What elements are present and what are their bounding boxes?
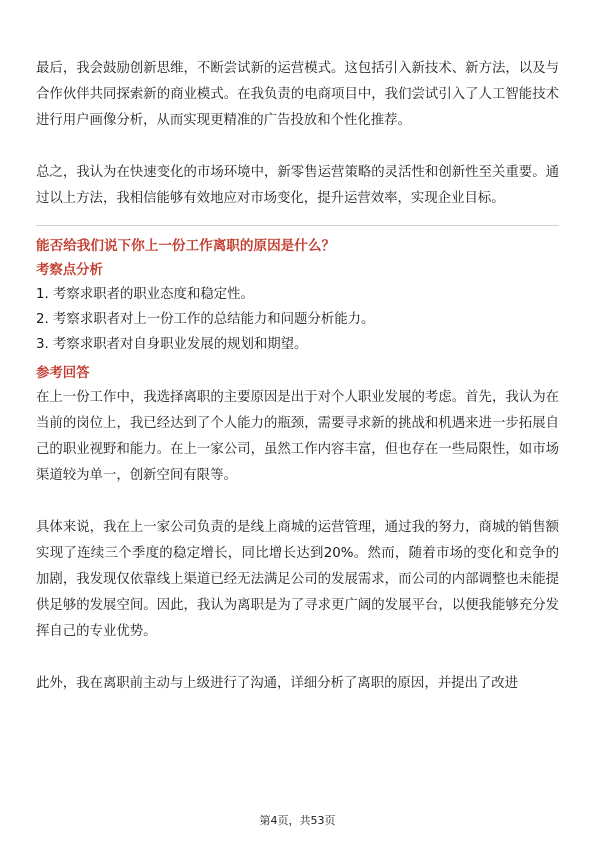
analysis-point: 2. 考察求职者对上一份工作的总结能力和问题分析能力。	[36, 312, 375, 327]
analysis-point: 3. 考察求职者对自身职业发展的规划和期望。	[36, 337, 308, 352]
section-divider	[36, 225, 559, 226]
answer-paragraph: 具体来说，我在上一家公司负责的是线上商城的运营管理，通过我的努力，商城的销售额实现了连续三个季度的稳定增长，同比增长达到20%。然而，随着市场的变化和竞争的加剧，我发现仅依靠线上渠道已经无法满足公司的发展需求，而公司的内部调整也未能提供足够的发展空间。因此，我认为离职是为了寻求更广阔的发展平台，以便我能够充分发挥自己的专业优势。	[36, 520, 559, 639]
analysis-point: 1. 考察求职者的职业态度和稳定性。	[36, 287, 254, 302]
paragraph-gap	[36, 645, 559, 671]
analysis-title: 考察点分析	[36, 263, 103, 278]
body-paragraph: 最后，我会鼓励创新思维，不断尝试新的运营模式。这包括引入新技术、新方法，以及与合作伙伴共同探索新的商业模式。在我负责的电商项目中，我们尝试引入了人工智能技术进行用户画像分析，从而实现更精准的广告投放和个性化推荐。	[36, 61, 559, 128]
document-page	[36, 56, 559, 697]
answer-paragraph: 此外，我在离职前主动与上级进行了沟通，详细分析了离职的原因，并提出了改进	[36, 676, 519, 691]
body-paragraph: 总之，我认为在快速变化的市场环境中，新零售运营策略的灵活性和创新性至关重要。通过以上方法，我相信能够有效地应对市场变化，提升运营效率，实现企业目标。	[36, 165, 559, 206]
answer-paragraph: 在上一份工作中，我选择离职的主要原因是出于对个人职业发展的考虑。首先，我认为在当前的岗位上，我已经达到了个人能力的瓶颈，需要寻求新的挑战和机遇来进一步拓展自己的职业视野和能力。在上一家公司，虽然工作内容丰富，但也存在一些局限性，如市场渠道较为单一，创新空间有限等。	[36, 390, 559, 483]
question-heading: 能否给我们说下你上一份工作离职的原因是什么？	[36, 238, 336, 254]
page-number-footer: 第4页，共53页	[259, 814, 336, 827]
answer-title: 参考回答	[36, 366, 90, 381]
paragraph-gap	[36, 489, 559, 515]
paragraph-gap	[36, 134, 559, 160]
